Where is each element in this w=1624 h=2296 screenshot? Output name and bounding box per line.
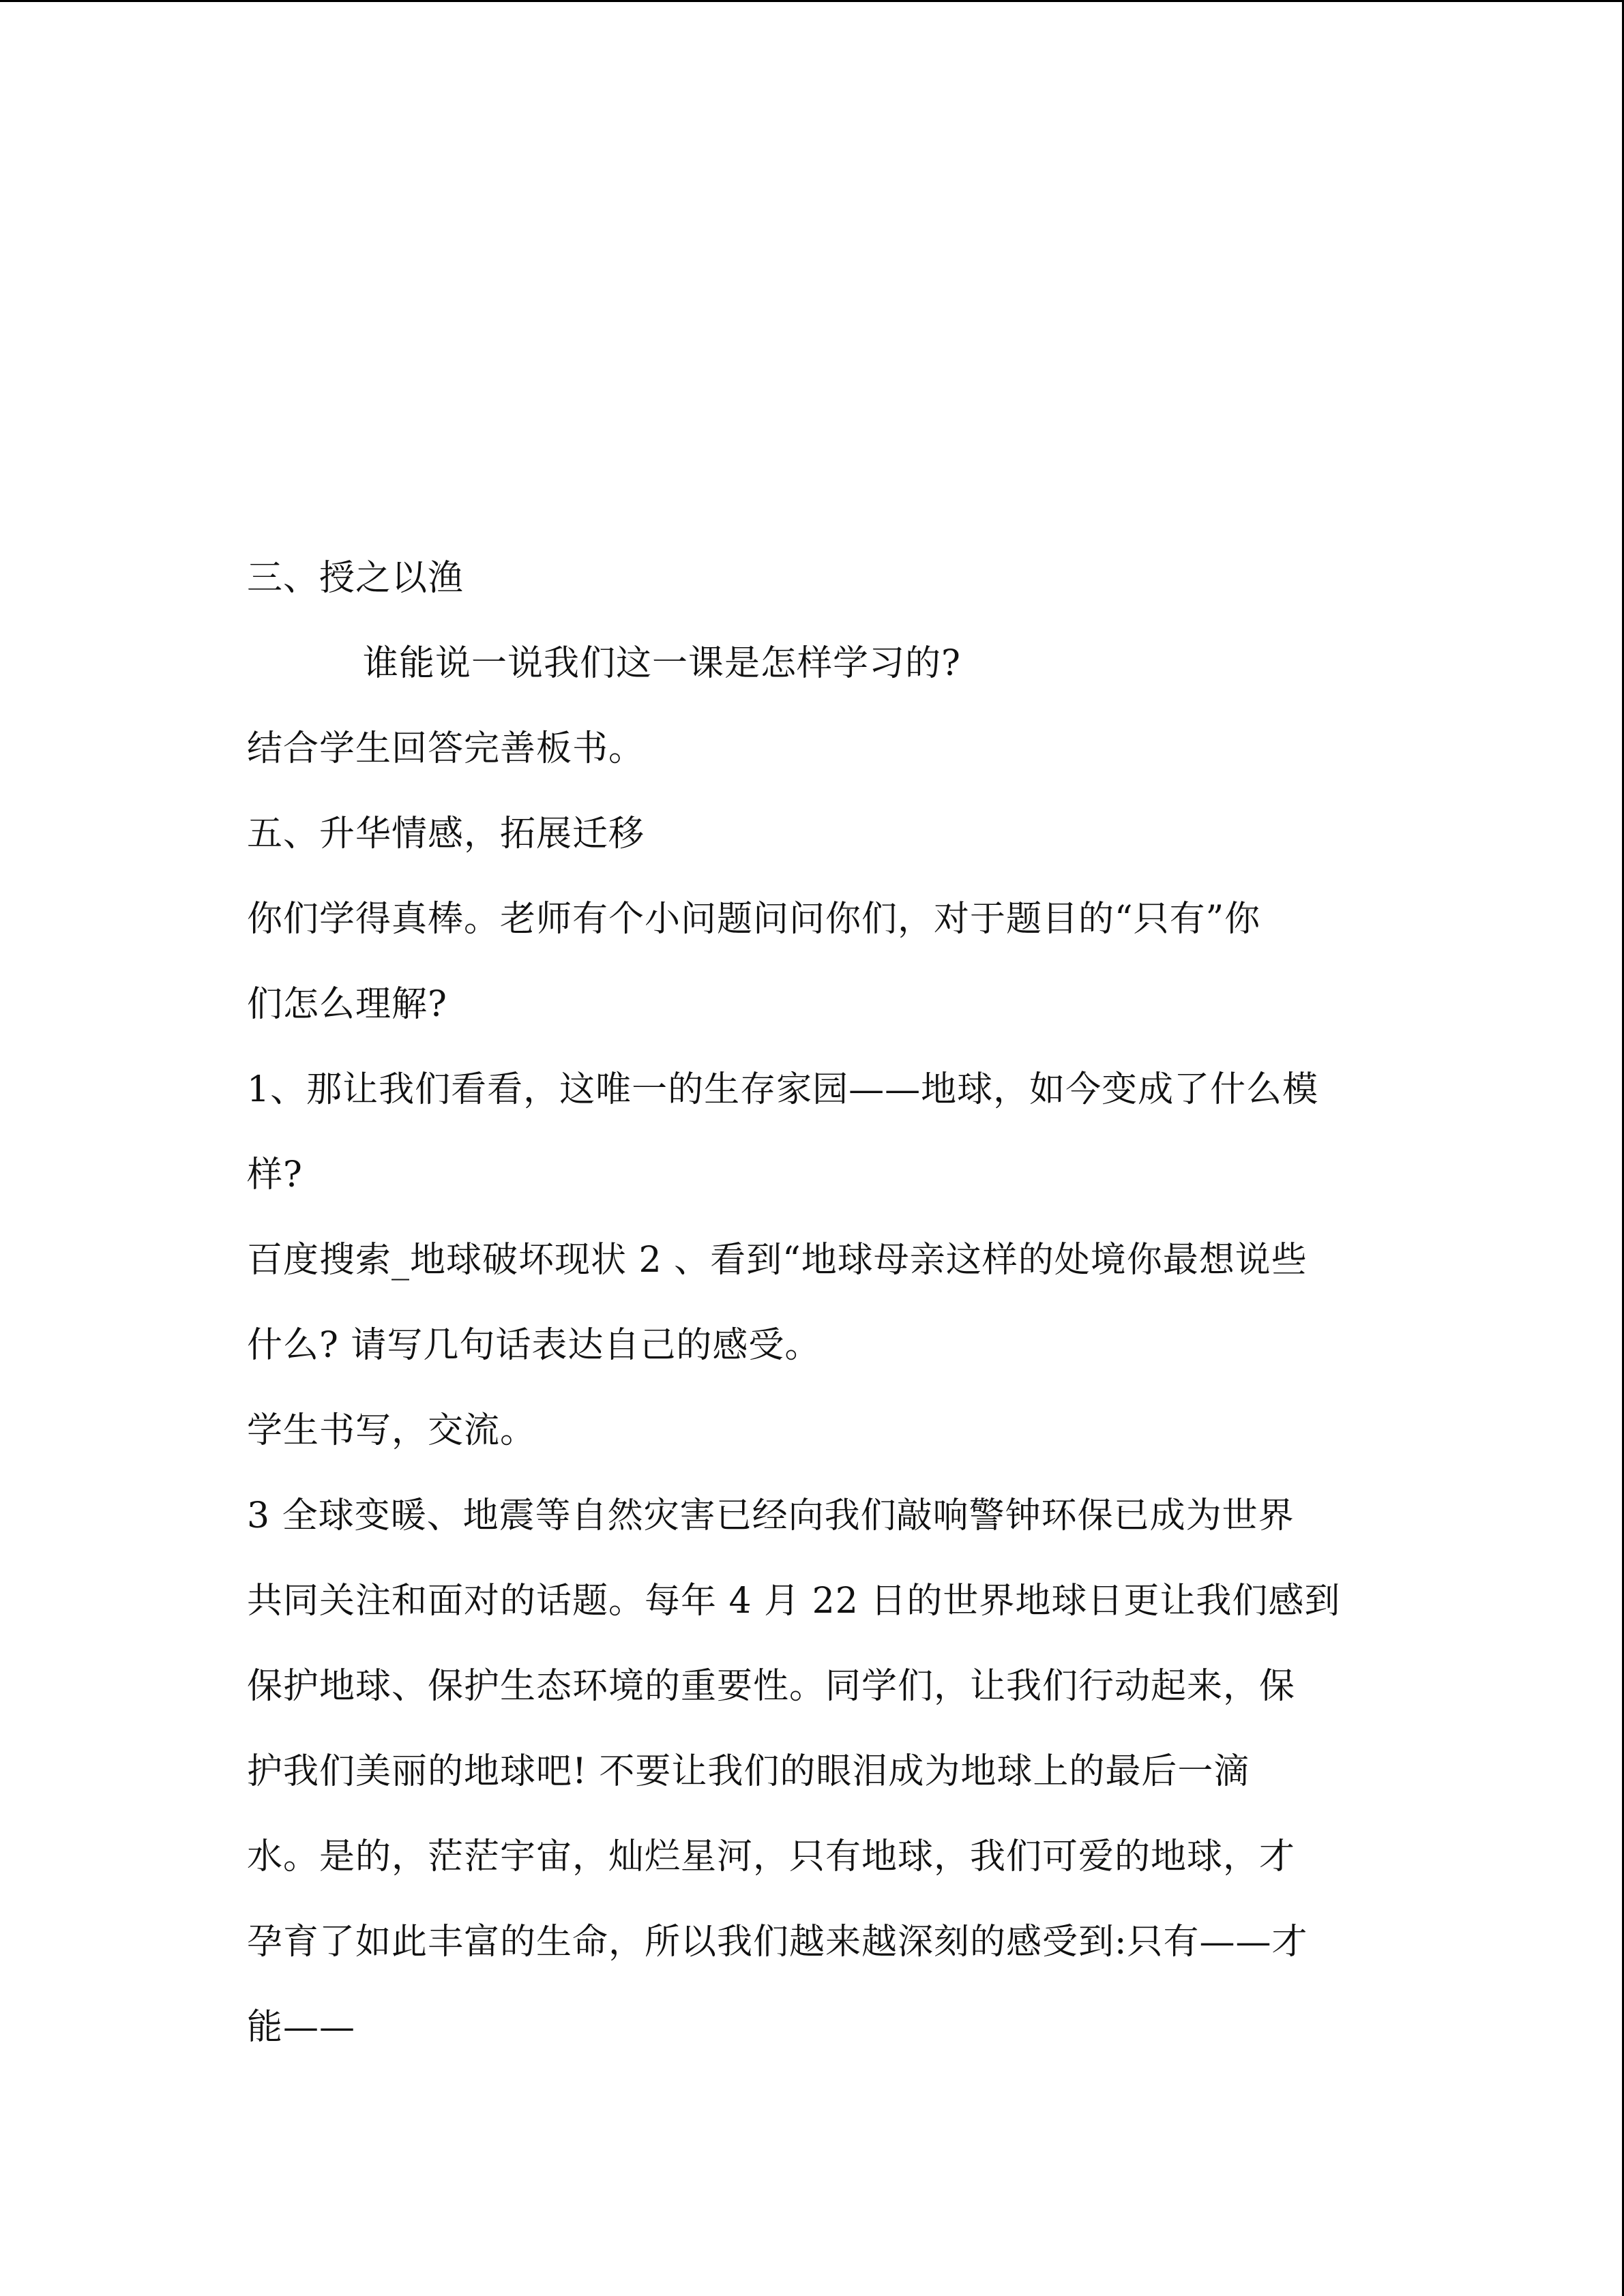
text-line: 学生书写，交流。 bbox=[247, 1410, 537, 1451]
text-line: 们怎么理解? bbox=[247, 984, 447, 1025]
text-line: 共同关注和面对的话题。每年 4 月 22 日的世界地球日更让我们感到 bbox=[247, 1581, 1341, 1622]
text-line: 能—— bbox=[247, 2007, 356, 2048]
text-line: 3 全球变暖、地震等自然灾害已经向我们敲响警钟环保已成为世界 bbox=[247, 1495, 1295, 1536]
text-line: 保护地球、保护生态环境的重要性。同学们，让我们行动起来，保 bbox=[247, 1666, 1296, 1707]
text-line: 孕育了如此丰富的生命，所以我们越来越深刻的感受到:只有——才 bbox=[247, 1922, 1308, 1963]
text-line: 样? bbox=[247, 1154, 303, 1195]
text-line: 百度搜索_地球破坏现状 2 、看到“地球母亲这样的处境你最想说些 bbox=[247, 1240, 1308, 1281]
question-line: 谁能说一说我们这一课是怎样学习的? bbox=[363, 643, 961, 684]
section-heading-3: 三、授之以渔 bbox=[247, 558, 464, 599]
text-line: 什么? 请写几句话表达自己的感受。 bbox=[247, 1325, 821, 1366]
text-line: 结合学生回答完善板书。 bbox=[247, 728, 645, 769]
text-line: 你们学得真棒。老师有个小问题问问你们，对于题目的“只有”你 bbox=[247, 899, 1261, 940]
text-line: 水。是的，茫茫宇宙，灿烂星河，只有地球，我们可爱的地球，才 bbox=[247, 1836, 1296, 1877]
section-heading-5: 五、升华情感，拓展迁移 bbox=[247, 814, 645, 854]
text-line: 护我们美丽的地球吧! 不要让我们的眼泪成为地球上的最后一滴 bbox=[247, 1751, 1250, 1792]
text-line: 1、那让我们看看，这唯一的生存家园——地球，如今变成了什么模 bbox=[247, 1069, 1319, 1110]
